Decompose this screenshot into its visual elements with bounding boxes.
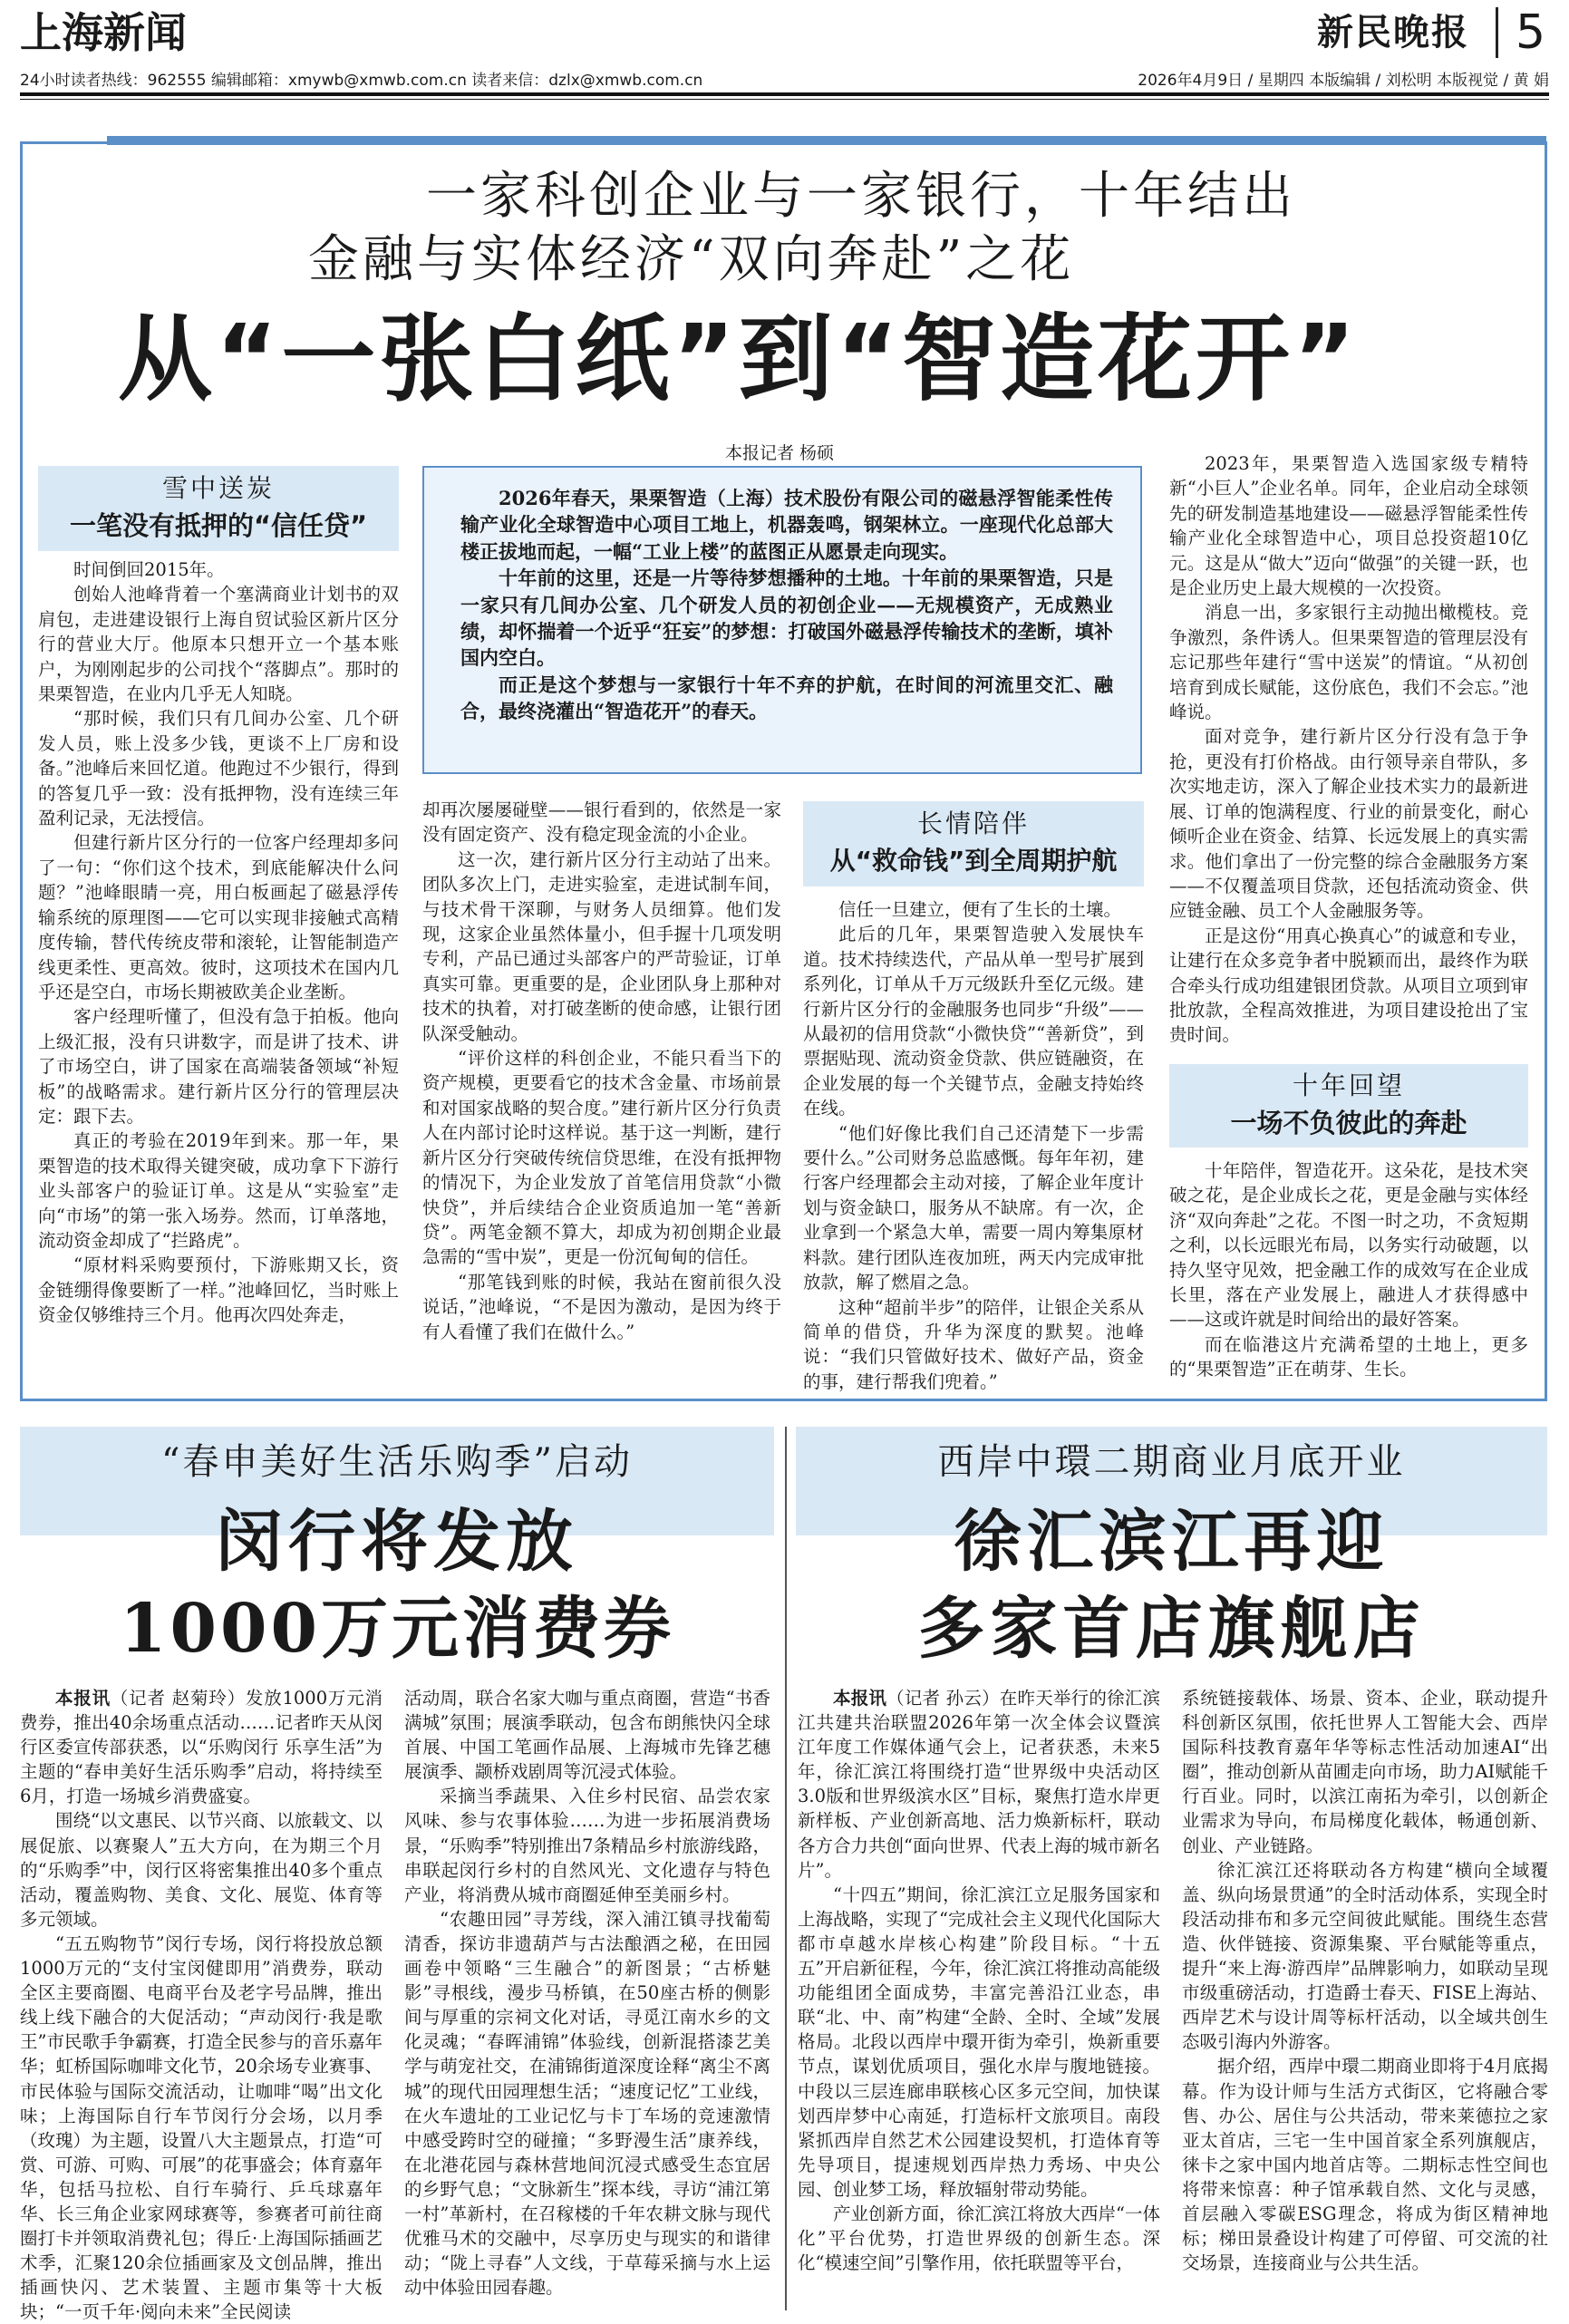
dateline-label: 本报讯 xyxy=(55,1688,111,1709)
left-story-headline-line1: 闵行将发放 xyxy=(216,1503,578,1581)
paragraph: 而在临港这片充满希望的土地上，更多的“果栗智造”正在萌芽、生长。 xyxy=(1169,1333,1528,1380)
paragraph xyxy=(20,1686,383,1808)
paragraph: 这一次，建行新片区分行主动站了出来。团队多次上门，走进实验室，走进试制车间，与技术骨干深聊，与财务人员细算。他们发现，这家企业虽然体量小，但手握十几项发明专利，产品已通过头部客户的严苛验证，订单真实可靠。更重要的是，企业团队身上那种对技术的执着，对打破垄断的使命感，让银行团队深受触动。 xyxy=(422,848,781,1044)
feature-byline: 本报记者 杨硕 xyxy=(725,443,835,463)
left-story-headline-line2: 1000万元消费券 xyxy=(120,1590,674,1668)
paragraph: “他们好像比我们自己还清楚下一步需要什么。”公司财务总监感慨。每年年初，建行客户经理都会主动对接，了解企业年度计划与资金缺口，服务从不缺席。有一次，企业拿到一个紧急大单，需要一周内筹集原材料款。建行团队连夜加班，两天内完成审批放款，解了燃眉之急。 xyxy=(803,1122,1144,1293)
feature-column-1 xyxy=(38,557,399,1328)
paragraph: “那时候，我们只有几间办公室、几个研发人员，账上没多少钱，更谈不上厂房和设备。”池峰后来回忆道。他跑过不少银行，得到的答复几乎一致：没有抵押物，没有连续三年盈利记录，无法授信。 xyxy=(38,708,399,829)
right-story-headline-line1: 徐汇滨江再迎 xyxy=(954,1503,1390,1581)
dateline-label: 本报讯 xyxy=(833,1688,887,1709)
issue-date-editors: 2026年4月9日 / 星期四 本版编辑 / 刘松明 本版视觉 / 黄 娟 xyxy=(1138,72,1549,90)
paragraph: 真正的考验在2019年到来。那一年，果栗智造的技术取得关键突破，成功拿下下游行业头部客户的验证订单。这是从“实验室”走向“市场”的第一张入场券。然而，订单落地，流动资金却成了“拦路虎”。 xyxy=(38,1130,399,1251)
section-title: 上海新闻 xyxy=(20,8,187,57)
lead-paragraph: 而正是这个梦想与一家银行十年不弃的护航，在时间的河流里交汇、融合，最终浇灌出“智造花开”的春天。 xyxy=(460,673,1113,723)
subhead-block-2 xyxy=(803,801,1144,886)
paragraph: “评价这样的科创企业，不能只看当下的资产规模，更要看它的技术含金量、市场前景和对国家战略的契合度。”建行新片区分行负责人在内部讨论时这样说。基于这一判断，建行新片区分行突破传统信贷思维，在没有抵押物的情况下，为企业发放了首笔信用贷款“小微快贷”，并后续结合企业资质追加一笔“善新贷”。两笔金额不算大，却成为初创期企业最急需的“雪中炭”，更是一份沉甸甸的信任。 xyxy=(422,1048,781,1268)
feature-column-4-tail xyxy=(1169,1158,1528,1382)
subhead-kicker: 雪中送炭 xyxy=(161,473,275,503)
paragraph: 围绕“以文惠民、以节兴商、以旅载文、以展促旅、以赛聚人”五大方向，在为期三个月的“乐购季”中，闵行区将密集推出40多个重点活动，覆盖购物、美食、文化、展览、体育等多元领域。 xyxy=(20,1810,383,1930)
subhead-block-3 xyxy=(1169,1064,1528,1147)
paragraph: 却再次屡屡碰壁——银行看到的，依然是一家没有固定资产、没有稳定现金流的小企业。 xyxy=(422,799,781,846)
paragraph: 据介绍，西岸中環二期商业即将于4月底揭幕。作为设计师与生活方式街区，它将融合零售、办公、居住与公共活动，带来莱德拉之家亚太首店，三宅一生中国首家全系列旗舰店，徕卡之家中国内地首店等。二期标志性空间也将带来惊喜：种子馆承载自然、文化与灵感，首层融入零碳ESG理念，将成为街区精神地标；梯田景叠设计构建了可停留、可交流的社交场景，连接商业与公共生活。 xyxy=(1182,2056,1548,2274)
reader-hotline: 24小时读者热线：962555 编辑邮箱：xmywb@xmwb.com.cn 读者来信：dzlx@xmwb.com.cn xyxy=(20,72,703,90)
right-story-headline-line2: 多家首店旗舰店 xyxy=(917,1590,1426,1668)
feature-kicker-line1: 一家科创企业与一家银行，十年结出 xyxy=(426,167,1296,226)
paragraph xyxy=(798,1686,1160,1883)
subhead-kicker: 十年回望 xyxy=(1292,1070,1405,1100)
right-story-kicker: 西岸中環二期商业月底开业 xyxy=(937,1441,1406,1483)
left-story-kicker: “春申美好生活乐购季”启动 xyxy=(161,1441,633,1483)
paragraph: 产业创新方面，徐汇滨江将放大西岸“一体化”平台优势，打造世界级的创新生态。深化“模速空间”引擎作用，依托联盟等平台， xyxy=(798,2203,1160,2274)
paragraph: 客户经理听懂了，但没有急于拍板。他向上级汇报，没有只讲数字，而是讲了技术、讲了市场空白，讲了国家在高端装备领域“补短板”的战略需求。建行新片区分行的管理层决定：跟下去。 xyxy=(38,1006,399,1127)
subhead-title: 从“救命钱”到全周期护航 xyxy=(829,846,1118,876)
left-story-column-2 xyxy=(404,1686,770,2300)
paragraph: 此后的几年，果栗智造驶入发展快车道。技术持续迭代，产品从单一型号扩展到系列化，订单从千万元级跃升至亿元级。建行新片区分行的金融服务也同步“升级”——从最初的信用贷款“小微快贷”“善新贷”，到票据贴现、流动资金贷款、供应链融资，在企业发展的每一个关键节点，金融支持始终在线。 xyxy=(803,924,1144,1119)
lead-sentence: （记者 赵菊玲）发放1000万元消费券，推出40余场重点活动……记者昨天从闵行区委宣传部获悉，以“乐购闵行 乐享生活”为主题的“春申美好生活乐购季”启动，将持续至6月，打造一场城乡消费盛宴。 xyxy=(20,1688,383,1807)
lead-paragraph: 十年前的这里，还是一片等待梦想播种的土地。十年前的果栗智造，只是一家只有几间办公室、几个研发人员的初创企业——无规模资产，无成熟业绩，却怀揣着一个近乎“狂妄”的梦想：打破国外磁悬浮传输技术的垄断，填补国内空白。 xyxy=(460,566,1113,670)
newspaper-brand: 新民晚报 xyxy=(1317,12,1469,53)
lead-paragraph: 2026年春天，果栗智造（上海）技术股份有限公司的磁悬浮智能柔性传输产业化全球智造中心项目工地上，机器轰鸣，钢架林立。一座现代化总部大楼正拔地而起，一幅“工业上楼”的蓝图正从愿景走向现实。 xyxy=(460,487,1113,563)
paragraph: “原材料采购要预付，下游账期又长，资金链绷得像要断了一样。”池峰回忆，当时账上资金仅够维持三个月。他再次四处奔走， xyxy=(38,1254,399,1326)
header-rule xyxy=(20,92,1549,96)
paragraph: “五五购物节”闵行专场，闵行将投放总额1000万元的“支付宝闵健即用”消费券，联动全区主要商圈、电商平台及老字号品牌，推出线上线下融合的大促活动；“声动闵行·我是歌王”市民歌手争霸赛，打造全民参与的音乐嘉年华；虹桥国际咖啡文化节，20余场专业赛事、市民体验与国际交流活动，让咖啡“喝”出文化味；上海国际自行车节闵行分会场，以月季（玫瑰）为主题，设置八大主题景点，打造“可赏、可游、可购、可展”的花事盛会；体育嘉年华，包括马拉松、自行车骑行、乒乓球嘉年华、长三角企业家网球赛等，参赛者可前往商圈打卡并领取消费礼包；得丘·上海国际插画艺术季，汇聚120余位插画家及文创品牌，推出插画快闪、艺术装置、主题市集等十大板块；“一页千年·阅向未来”全民阅读 xyxy=(20,1932,383,2323)
feature-headline: 从“一张白纸”到“智造花开” xyxy=(118,304,1360,414)
feature-column-4 xyxy=(1169,451,1528,1048)
paragraph: 时间倒回2015年。 xyxy=(73,559,225,580)
feature-kicker-line2: 金融与实体经济“双向奔赴”之花 xyxy=(308,230,1075,289)
paragraph: 2023年，果栗智造入选国家级专精特新“小巨人”企业名单。同年，企业启动全球领先的研发制造基地建设——磁悬浮智能柔性传输产业化全球智造中心，项目总投资超10亿元。这是从“做大”迈向“做强”的关键一跃，也是企业历史上最大规模的一次投资。 xyxy=(1169,453,1528,599)
subhead-title: 一场不负彼此的奔赴 xyxy=(1230,1108,1467,1138)
paragraph: 徐汇滨江还将联动各方构建“横向全域覆盖、纵向场景贯通”的全时活动体系，实现全时段活动排布和多元空间彼此赋能。围绕生态营造、伙伴链接、资源集聚、平台赋能等重点，提升“来上海·游西岸”品牌影响力，如联动呈现市级重磅活动，打造爵士春天、FISE上海站、西岸艺术与设计周等标杆活动，以全域共创生态吸引海内外游客。 xyxy=(1182,1859,1548,2053)
paragraph: 信任一旦建立，便有了生长的土壤。 xyxy=(838,899,1122,920)
paragraph: 系统链接载体、场景、资本、企业，联动提升科创新区氛围，依托世界人工智能大会、西岸国际科技教育嘉年华等标志性活动加速AI“出圈”，推动创新从苗圃走向市场，助力AI赋能千行百业。同时，以滨江南拓为牵引，以创新企业需求为导向，布局梯度化载体，畅通创新、创业、产业链路。 xyxy=(1182,1688,1548,1856)
right-story-column-1 xyxy=(798,1686,1160,2275)
paragraph: 十年陪伴，智造花开。这朵花，是技术突破之花，是企业成长之花，更是金融与实体经济“双向奔赴”之花。不图一时之功，不贪短期之利，以长远眼光布局，以务实行动破题，以持久坚守见效，把金融工作的成效写在企业成长里，落在产业发展上，融进人才获得感中——这或许就是时间给出的最好答案。 xyxy=(1169,1160,1528,1331)
paragraph: 面对竞争，建行新片区分行没有急于争抢，更没有打价格战。由行领导亲自带队，多次实地走访，深入了解企业技术实力的最新进展、订单的饱满程度、行业的前景变化，耐心倾听企业在资金、结算、长远发展上的真实需求。他们拿出了一份完整的综合金融服务方案——不仅覆盖项目贷款，还包括流动资金、供应链金融、员工个人金融服务等。 xyxy=(1169,726,1528,922)
subhead-block-1 xyxy=(38,466,399,551)
paragraph: “十四五”期间，徐汇滨江立足服务国家和上海战略，实现了“完成社会主义现代化国际大都市卓越水岸核心构建”阶段目标。“十五五”开启新征程，今年，徐汇滨江将推动高能级功能组团全面成势，丰富完善沿江业态，串联“北、中、南”构建“全龄、全时、全域”发展格局。北段以西岸中環开街为牵引，焕新重要节点，谋划优质项目，强化水岸与腹地链接。中段以三层连廊串联核心区多元空间，加快谋划西岸梦中心南延，打造标杆文旅项目。南段紧抓西岸自然艺术公园建设契机，打造体育等先导项目，提速规划西岸热力秀场、中央公园、创业梦工场，释放辐射带动势能。 xyxy=(798,1883,1160,2200)
paragraph: 正是这份“用真心换真心”的诚意和专业，让建行在众多竞争者中脱颖而出，最终作为联合牵头行成功组建银团贷款。从项目立项到审批放款，全程高效推进，为项目建设抢出了宝贵时间。 xyxy=(1169,925,1528,1046)
paragraph: 采摘当季蔬果、入住乡村民宿、品尝农家风味、参与农事体验……为进一步拓展消费场景，“乐购季”特别推出7条精品乡村旅游线路，串联起闵行乡村的自然风光、文化遗存与特色产业，将消费从城市商圈延伸至美丽乡村。 xyxy=(404,1786,770,1905)
page-number: 5 xyxy=(1516,5,1546,60)
left-story-column-1 xyxy=(20,1686,383,2324)
lead-sentence: （记者 孙云）在昨天举行的徐汇滨江共建共治联盟2026年第一次全体会议暨滨江年度工作媒体通气会上，记者获悉，未来5年，徐汇滨江将围绕打造“世界级中央活动区3.0版和世界级滨水区”目标，聚焦打造水岸更新样板、产业创新高地、活力焕新标杆，联动各方合力共创“面向世界、代表上海的城市新名片”。 xyxy=(798,1688,1160,1881)
feature-column-3 xyxy=(803,897,1144,1394)
paragraph: “那笔钱到账的时候，我站在窗前很久没说话，”池峰说，“不是因为激动，是因为终于有人看懂了我们在做什么。” xyxy=(422,1271,781,1342)
column-divider xyxy=(785,1427,787,2310)
paragraph: 消息一出，多家银行主动抛出橄榄枝。竞争激烈，条件诱人。但果栗智造的管理层没有忘记那些年建行“雪中送炭”的情谊。“从初创培育到成长赋能，这份底色，我们不会忘。”池峰说。 xyxy=(1169,602,1528,723)
paragraph: “农趣田园”寻芳线，深入浦江镇寻找葡萄清香，探访非遗葫芦与古法酿酒之秘，在田园画卷中领略“三生融合”的新图景；“古桥魅影”寻根线，漫步马桥镇，在50座古桥的侧影间与厚重的宗祠文化对话，寻觅江南水乡的文化灵魂；“春晖浦锦”体验线，创新混搭漆艺美学与萌宠社交，在浦锦街道深度诠释“离尘不离城”的现代田园理想生活；“速度记忆”工业线，在火车遗址的工业记忆与卡丁车场的竞速激情中感受跨时空的碰撞；“多野漫生活”康养线，在北港花园与森林营地间沉浸式感受生态宜居的乡野气息；“文脉新生”探本线，寻访“浦江第一村”革新村，在召稼楼的千年农耕文脉与现代优雅马术的交融中，尽享历史与现实的和谐律动；“陇上寻春”人文线，于草莓采摘与水上运动中体验田园春趣。 xyxy=(404,1908,770,2299)
right-story-column-2 xyxy=(1182,1686,1548,2275)
paragraph: 但建行新片区分行的一位客户经理却多问了一句：“你们这个技术，到底能解决什么问题？”池峰眼睛一亮，用白板画起了磁悬浮传输系统的原理图——它可以实现非接触式高精度传输，替代传统皮带和滚轮，让智能制造产线更柔性、更高效。彼时，这项技术在国内几乎还是空白，市场长期被欧美企业垄断。 xyxy=(38,832,399,1002)
lead-paragraphs xyxy=(460,485,1113,725)
paragraph: 创始人池峰背着一个塞满商业计划书的双肩包，走进建设银行上海自贸试验区新片区分行的营业大厅。他原本只想开立一个基本账户，为刚刚起步的公司找个“落脚点”。那时的果栗智造，在业内几乎无人知晓。 xyxy=(38,584,399,705)
header-separator xyxy=(1496,7,1498,58)
feature-column-2 xyxy=(422,798,781,1344)
subhead-title: 一笔没有抵押的“信任贷” xyxy=(69,510,368,541)
paragraph: 活动周，联合名家大咖与重点商圈，营造“书香满城”氛围；展演季联动，包含布朗熊快闪全球首展、中国工笔画作品展、上海城市先锋艺穗展演季、颛桥戏剧周等沉浸式体验。 xyxy=(404,1688,770,1783)
paragraph: 这种“超前半步”的陪伴，让银企关系从简单的借贷，升华为深度的默契。池峰说：“我们只管做好技术、做好产品，资金的事，建行帮我们兜着。” xyxy=(803,1296,1144,1392)
subhead-kicker: 长情陪伴 xyxy=(916,809,1030,838)
header-rule-thin xyxy=(20,99,1549,100)
